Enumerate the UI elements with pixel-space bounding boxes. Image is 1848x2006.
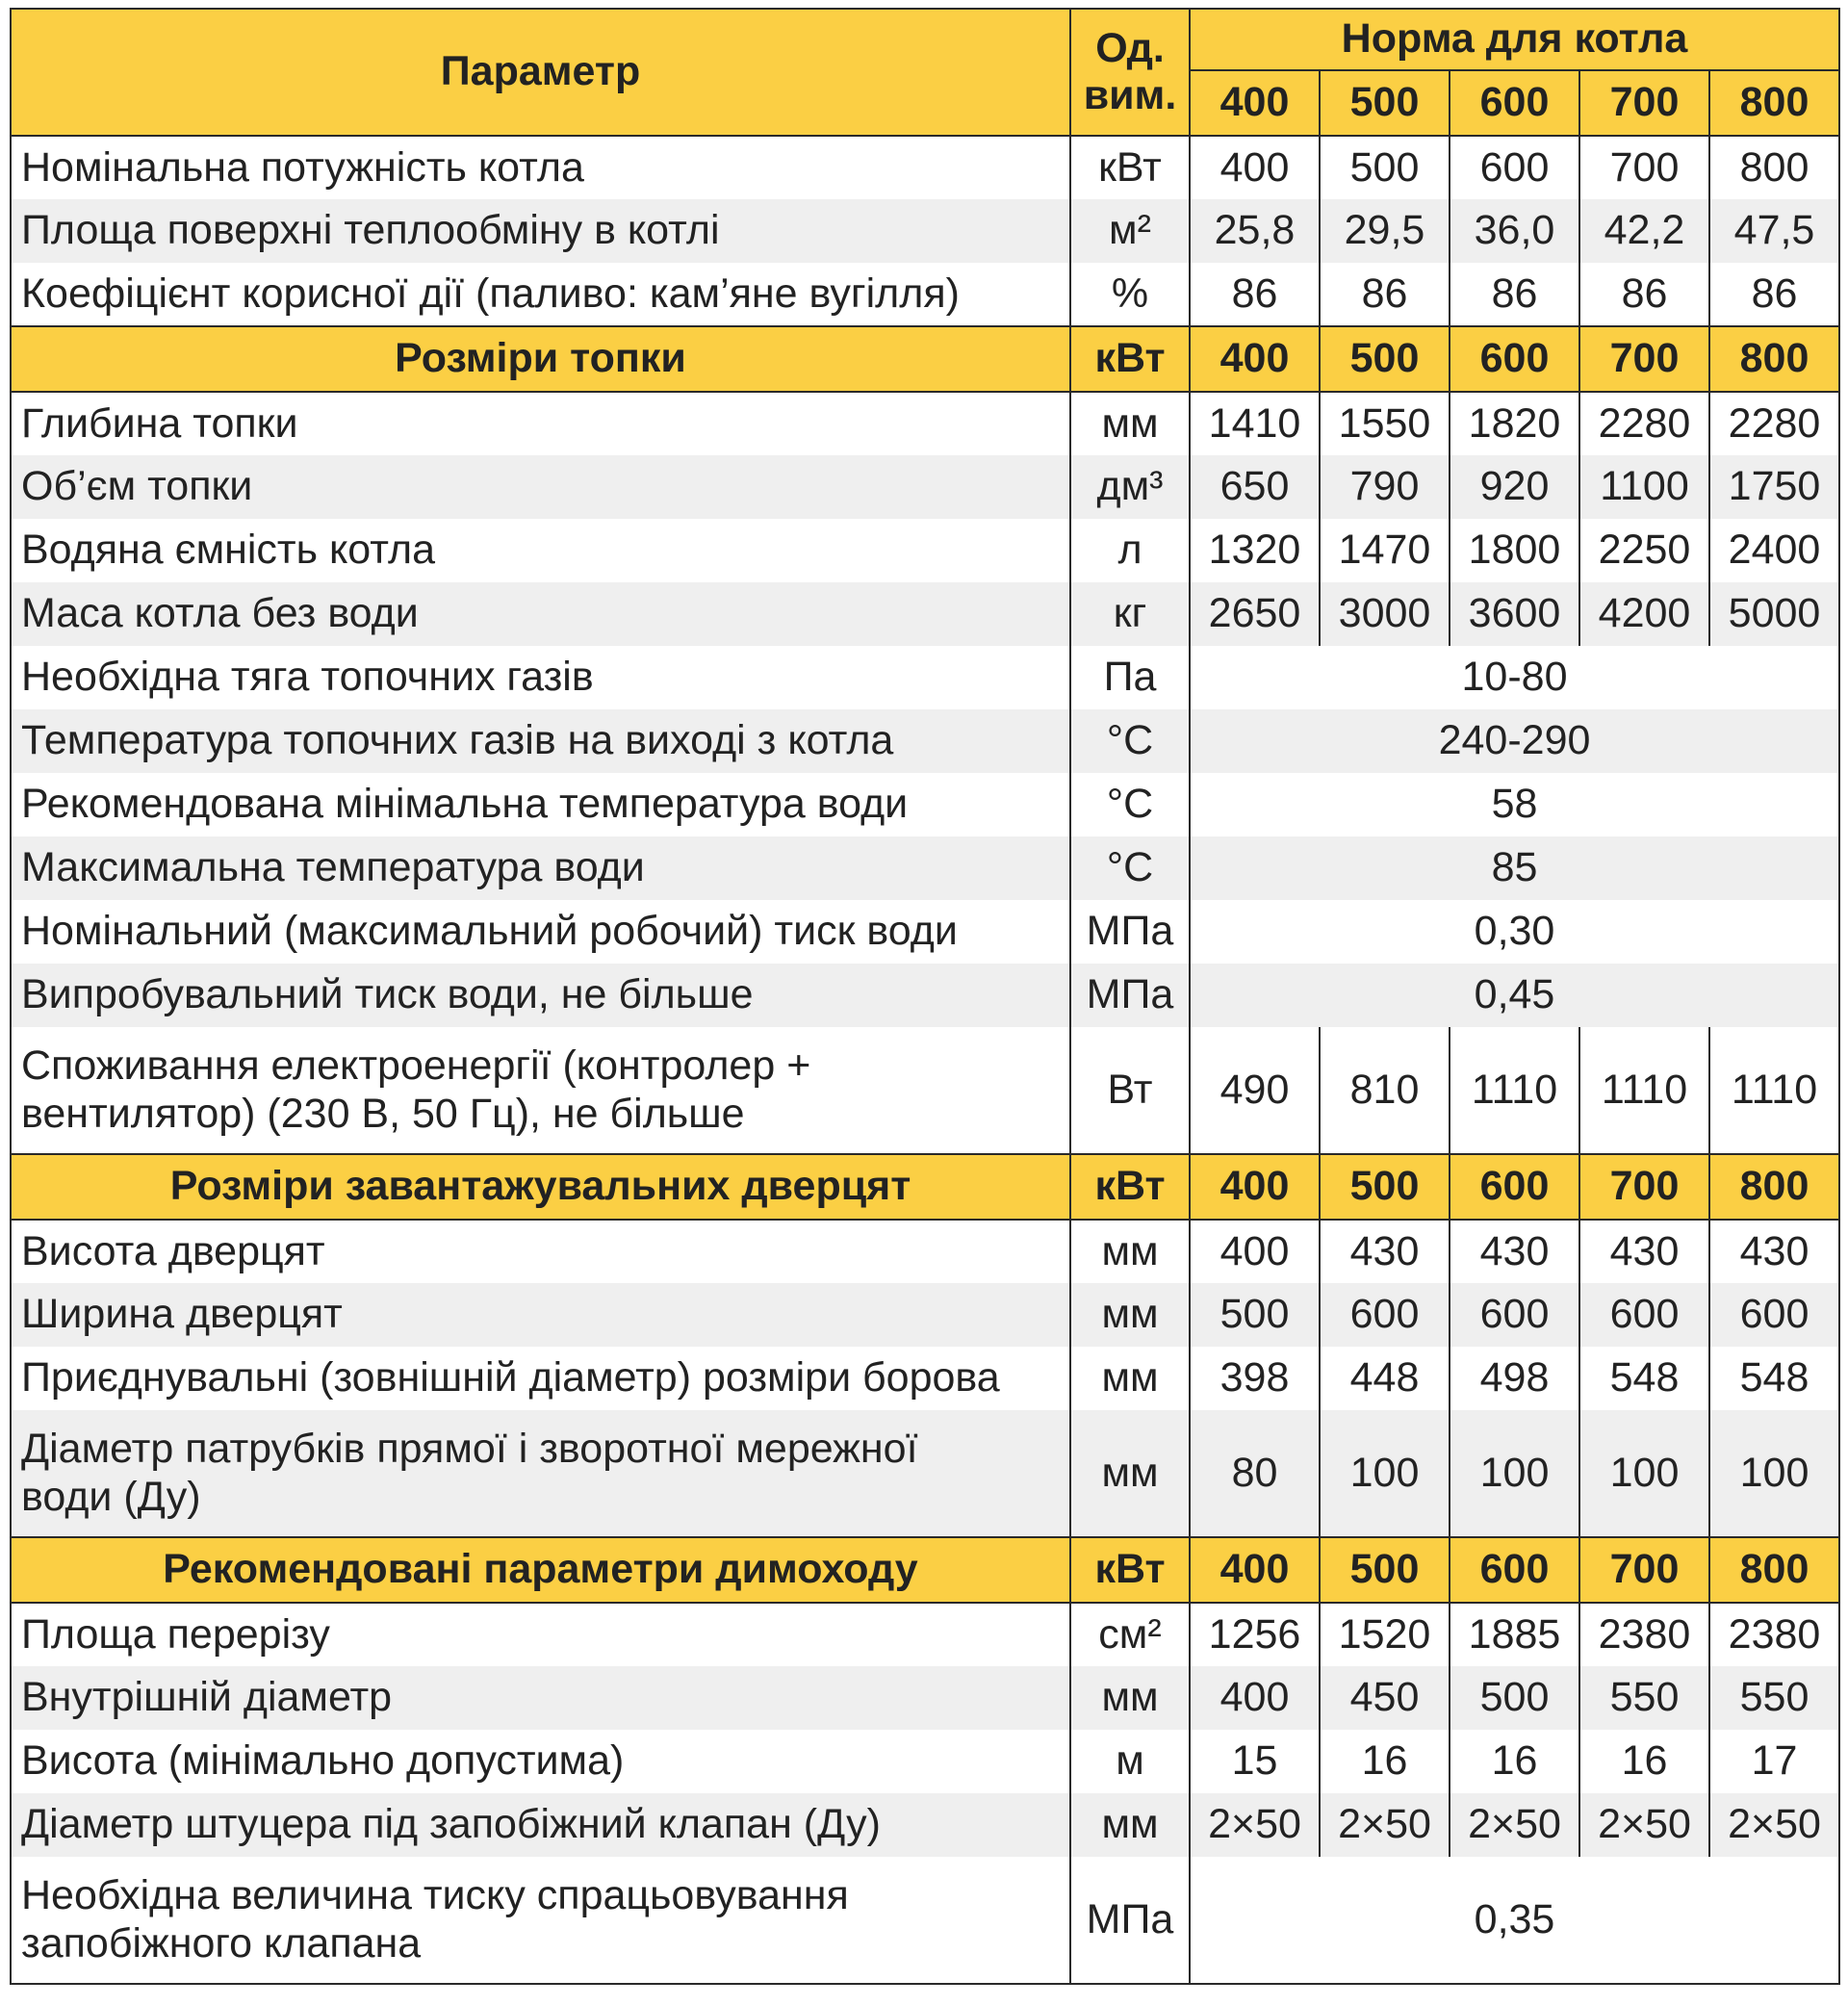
unit-cell: мм xyxy=(1070,1410,1190,1537)
value-cell: 600 xyxy=(1450,136,1579,199)
value-cell: 550 xyxy=(1579,1666,1709,1730)
section-model: 600 xyxy=(1450,326,1579,392)
table-row xyxy=(11,1603,1839,1666)
table-row xyxy=(11,836,1839,900)
value-cell: 1256 xyxy=(1190,1603,1320,1666)
param-cell: Діаметр патрубків прямої і зворотної мережної води (Ду) xyxy=(11,1410,1070,1537)
unit-header-line2: вим. xyxy=(1083,72,1177,118)
value-cell: 2250 xyxy=(1579,519,1709,582)
unit-header xyxy=(1070,9,1190,136)
value-cell: 2×50 xyxy=(1709,1793,1839,1857)
value-cell: 1470 xyxy=(1320,519,1450,582)
param-cell: Коефіцієнт корисної дії (паливо: кам’яне вугілля) xyxy=(11,263,1070,326)
value-cell: 600 xyxy=(1450,1283,1579,1347)
unit-header-line1: Од. xyxy=(1095,24,1165,71)
section-header-row xyxy=(11,1537,1839,1603)
value-cell: 400 xyxy=(1190,136,1320,199)
table-row xyxy=(11,646,1839,709)
value-cell: 430 xyxy=(1709,1220,1839,1283)
param-cell: Номінальна потужність котла xyxy=(11,136,1070,199)
section-model: 600 xyxy=(1450,1537,1579,1603)
section-model: 800 xyxy=(1709,326,1839,392)
merged-value-cell: 240-290 xyxy=(1190,709,1839,773)
value-cell: 2×50 xyxy=(1320,1793,1450,1857)
value-cell: 2×50 xyxy=(1450,1793,1579,1857)
table-row xyxy=(11,392,1839,455)
section-unit: кВт xyxy=(1070,326,1190,392)
param-cell: Максимальна температура води xyxy=(11,836,1070,900)
value-cell: 500 xyxy=(1190,1283,1320,1347)
value-cell: 920 xyxy=(1450,455,1579,519)
value-cell: 1885 xyxy=(1450,1603,1579,1666)
param-cell: Площа перерізу xyxy=(11,1603,1070,1666)
param-cell: Номінальний (максимальний робочий) тиск води xyxy=(11,900,1070,964)
section-title: Розміри топки xyxy=(11,326,1070,392)
table-header xyxy=(11,9,1839,136)
value-cell: 400 xyxy=(1190,1220,1320,1283)
param-cell: Рекомендована мінімальна температура води xyxy=(11,773,1070,836)
param-cell: Необхідна тяга топочних газів xyxy=(11,646,1070,709)
table-row xyxy=(11,519,1839,582)
unit-cell: Па xyxy=(1070,646,1190,709)
value-cell: 550 xyxy=(1709,1666,1839,1730)
section-header-row xyxy=(11,326,1839,392)
value-cell: 790 xyxy=(1320,455,1450,519)
value-cell: 86 xyxy=(1579,263,1709,326)
table-row xyxy=(11,263,1839,326)
table-row xyxy=(11,1666,1839,1730)
value-cell: 3000 xyxy=(1320,582,1450,646)
unit-cell: мм xyxy=(1070,1793,1190,1857)
value-cell: 810 xyxy=(1320,1027,1450,1154)
value-cell: 800 xyxy=(1709,136,1839,199)
value-cell: 430 xyxy=(1579,1220,1709,1283)
param-cell: Висота дверцят xyxy=(11,1220,1070,1283)
value-cell: 86 xyxy=(1320,263,1450,326)
unit-cell: мм xyxy=(1070,1666,1190,1730)
unit-cell: м² xyxy=(1070,199,1190,263)
value-cell: 100 xyxy=(1320,1410,1450,1537)
value-cell: 430 xyxy=(1320,1220,1450,1283)
model-header: 700 xyxy=(1579,70,1709,136)
merged-value-cell: 85 xyxy=(1190,836,1839,900)
value-cell: 36,0 xyxy=(1450,199,1579,263)
table-row xyxy=(11,773,1839,836)
value-cell: 1320 xyxy=(1190,519,1320,582)
value-cell: 29,5 xyxy=(1320,199,1450,263)
value-cell: 1100 xyxy=(1579,455,1709,519)
param-cell: Внутрішній діаметр xyxy=(11,1666,1070,1730)
section-model: 500 xyxy=(1320,1537,1450,1603)
unit-cell: л xyxy=(1070,519,1190,582)
unit-cell: мм xyxy=(1070,1283,1190,1347)
value-cell: 2400 xyxy=(1709,519,1839,582)
unit-cell: °C xyxy=(1070,709,1190,773)
table-row xyxy=(11,1220,1839,1283)
value-cell: 650 xyxy=(1190,455,1320,519)
unit-cell: Вт xyxy=(1070,1027,1190,1154)
unit-cell: МПа xyxy=(1070,964,1190,1027)
norm-header: Норма для котла xyxy=(1190,9,1839,70)
unit-cell: МПа xyxy=(1070,1857,1190,1984)
value-cell: 1110 xyxy=(1709,1027,1839,1154)
section-model: 800 xyxy=(1709,1537,1839,1603)
value-cell: 4200 xyxy=(1579,582,1709,646)
section-model: 700 xyxy=(1579,1537,1709,1603)
table-body xyxy=(11,136,1839,1984)
section-title: Розміри завантажувальних дверцят xyxy=(11,1154,1070,1220)
param-cell: Необхідна величина тиску спрацьовування запобіжного клапана xyxy=(11,1857,1070,1984)
model-header: 600 xyxy=(1450,70,1579,136)
value-cell: 500 xyxy=(1450,1666,1579,1730)
value-cell: 16 xyxy=(1579,1730,1709,1793)
value-cell: 47,5 xyxy=(1709,199,1839,263)
unit-cell: мм xyxy=(1070,1347,1190,1410)
value-cell: 600 xyxy=(1579,1283,1709,1347)
table-row xyxy=(11,1410,1839,1537)
value-cell: 2380 xyxy=(1579,1603,1709,1666)
unit-cell: кВт xyxy=(1070,136,1190,199)
section-model: 500 xyxy=(1320,1154,1450,1220)
section-unit: кВт xyxy=(1070,1537,1190,1603)
param-cell: Випробувальний тиск води, не більше xyxy=(11,964,1070,1027)
value-cell: 1110 xyxy=(1579,1027,1709,1154)
value-cell: 3600 xyxy=(1450,582,1579,646)
table-row xyxy=(11,1730,1839,1793)
param-header: Параметр xyxy=(11,9,1070,136)
value-cell: 25,8 xyxy=(1190,199,1320,263)
value-cell: 490 xyxy=(1190,1027,1320,1154)
section-model: 400 xyxy=(1190,326,1320,392)
param-cell: Маса котла без води xyxy=(11,582,1070,646)
unit-cell: м xyxy=(1070,1730,1190,1793)
table-row xyxy=(11,582,1839,646)
param-cell: Водяна ємність котла xyxy=(11,519,1070,582)
model-header: 800 xyxy=(1709,70,1839,136)
param-cell: Об’єм топки xyxy=(11,455,1070,519)
unit-cell: % xyxy=(1070,263,1190,326)
model-header: 500 xyxy=(1320,70,1450,136)
merged-value-cell: 0,35 xyxy=(1190,1857,1839,1984)
value-cell: 1800 xyxy=(1450,519,1579,582)
table-row xyxy=(11,1283,1839,1347)
param-cell: Діаметр штуцера під запобіжний клапан (Ду) xyxy=(11,1793,1070,1857)
section-model: 400 xyxy=(1190,1537,1320,1603)
section-model: 700 xyxy=(1579,1154,1709,1220)
value-cell: 86 xyxy=(1709,263,1839,326)
section-model: 500 xyxy=(1320,326,1450,392)
table-row xyxy=(11,709,1839,773)
value-cell: 600 xyxy=(1320,1283,1450,1347)
section-header-row xyxy=(11,1154,1839,1220)
table-row xyxy=(11,455,1839,519)
table-row xyxy=(11,900,1839,964)
value-cell: 15 xyxy=(1190,1730,1320,1793)
section-title: Рекомендовані параметри димоходу xyxy=(11,1537,1070,1603)
table-row xyxy=(11,1793,1839,1857)
section-model: 800 xyxy=(1709,1154,1839,1220)
value-cell: 430 xyxy=(1450,1220,1579,1283)
value-cell: 500 xyxy=(1320,136,1450,199)
value-cell: 2650 xyxy=(1190,582,1320,646)
table-row xyxy=(11,1027,1839,1154)
value-cell: 398 xyxy=(1190,1347,1320,1410)
param-cell: Температура топочних газів на виході з котла xyxy=(11,709,1070,773)
section-model: 600 xyxy=(1450,1154,1579,1220)
unit-cell: мм xyxy=(1070,1220,1190,1283)
table-row xyxy=(11,1857,1839,1984)
unit-cell: кг xyxy=(1070,582,1190,646)
table-row xyxy=(11,1347,1839,1410)
param-cell: Споживання електроенергії (контролер + вентилятор) (230 В, 50 Гц), не більше xyxy=(11,1027,1070,1154)
value-cell: 100 xyxy=(1709,1410,1839,1537)
value-cell: 86 xyxy=(1190,263,1320,326)
value-cell: 498 xyxy=(1450,1347,1579,1410)
boiler-spec-table xyxy=(10,8,1840,1985)
value-cell: 2280 xyxy=(1709,392,1839,455)
value-cell: 400 xyxy=(1190,1666,1320,1730)
value-cell: 600 xyxy=(1709,1283,1839,1347)
value-cell: 80 xyxy=(1190,1410,1320,1537)
value-cell: 5000 xyxy=(1709,582,1839,646)
value-cell: 100 xyxy=(1450,1410,1579,1537)
value-cell: 16 xyxy=(1450,1730,1579,1793)
unit-cell: МПа xyxy=(1070,900,1190,964)
value-cell: 1820 xyxy=(1450,392,1579,455)
table-row xyxy=(11,136,1839,199)
merged-value-cell: 0,30 xyxy=(1190,900,1839,964)
value-cell: 16 xyxy=(1320,1730,1450,1793)
unit-cell: дм³ xyxy=(1070,455,1190,519)
merged-value-cell: 0,45 xyxy=(1190,964,1839,1027)
value-cell: 1110 xyxy=(1450,1027,1579,1154)
value-cell: 700 xyxy=(1579,136,1709,199)
value-cell: 2×50 xyxy=(1190,1793,1320,1857)
table-row xyxy=(11,199,1839,263)
param-cell: Приєднувальні (зовнішній діаметр) розміри борова xyxy=(11,1347,1070,1410)
value-cell: 2×50 xyxy=(1579,1793,1709,1857)
value-cell: 42,2 xyxy=(1579,199,1709,263)
value-cell: 1550 xyxy=(1320,392,1450,455)
value-cell: 1750 xyxy=(1709,455,1839,519)
value-cell: 548 xyxy=(1709,1347,1839,1410)
param-cell: Ширина дверцят xyxy=(11,1283,1070,1347)
section-model: 700 xyxy=(1579,326,1709,392)
value-cell: 448 xyxy=(1320,1347,1450,1410)
value-cell: 548 xyxy=(1579,1347,1709,1410)
unit-cell: °C xyxy=(1070,773,1190,836)
param-cell: Глибина топки xyxy=(11,392,1070,455)
merged-value-cell: 58 xyxy=(1190,773,1839,836)
merged-value-cell: 10-80 xyxy=(1190,646,1839,709)
spec-table-container xyxy=(10,8,1840,1985)
unit-cell: см² xyxy=(1070,1603,1190,1666)
value-cell: 450 xyxy=(1320,1666,1450,1730)
value-cell: 1410 xyxy=(1190,392,1320,455)
unit-cell: °C xyxy=(1070,836,1190,900)
value-cell: 86 xyxy=(1450,263,1579,326)
value-cell: 1520 xyxy=(1320,1603,1450,1666)
value-cell: 2280 xyxy=(1579,392,1709,455)
unit-cell: мм xyxy=(1070,392,1190,455)
value-cell: 100 xyxy=(1579,1410,1709,1537)
value-cell: 17 xyxy=(1709,1730,1839,1793)
section-model: 400 xyxy=(1190,1154,1320,1220)
param-cell: Площа поверхні теплообміну в котлі xyxy=(11,199,1070,263)
section-unit: кВт xyxy=(1070,1154,1190,1220)
model-header: 400 xyxy=(1190,70,1320,136)
table-row xyxy=(11,964,1839,1027)
param-cell: Висота (мінімально допустима) xyxy=(11,1730,1070,1793)
value-cell: 2380 xyxy=(1709,1603,1839,1666)
